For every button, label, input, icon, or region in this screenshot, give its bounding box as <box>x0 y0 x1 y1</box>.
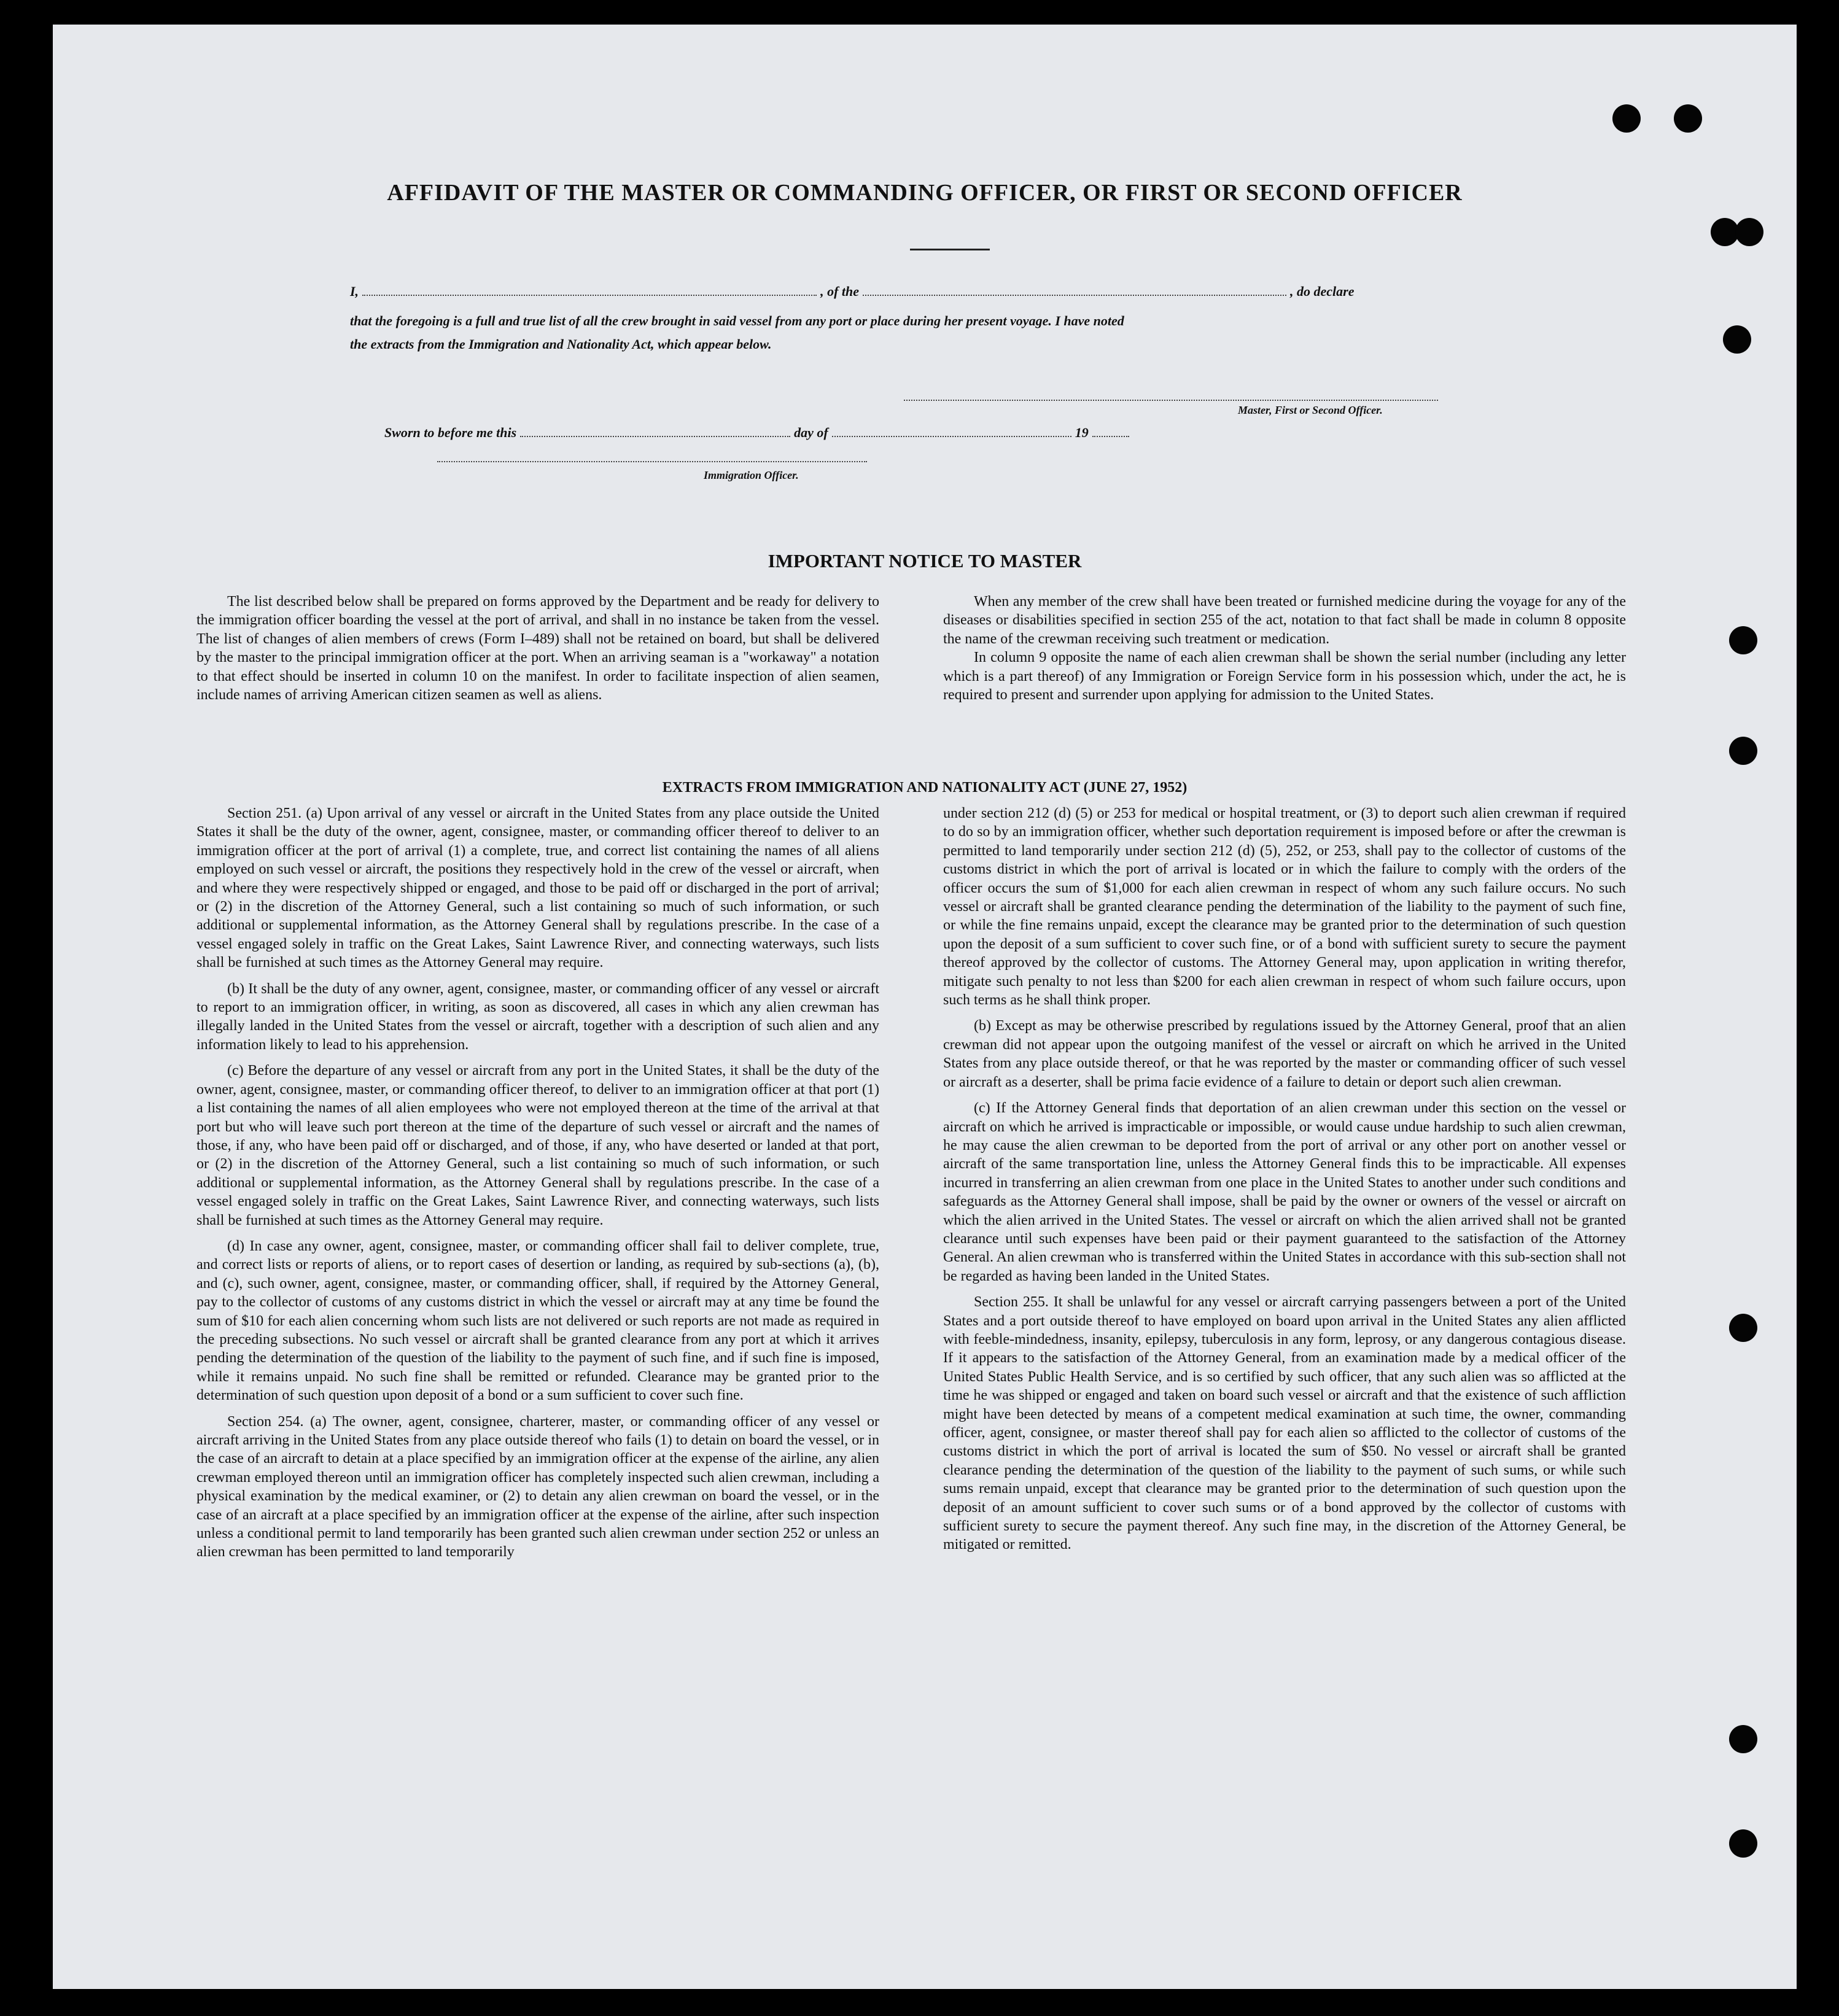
notice-left-column <box>196 592 879 711</box>
notice-right-paragraph-1: When any member of the crew shall have been treated or furnished medicine during the voyage for any of the diseases or disabilities specified in section 255 of the act, notation to that fact shall be made in column 8 opposite the name of the crewman receiving such treatment or medication. <box>943 594 1626 647</box>
immigration-officer-signature-line[interactable] <box>434 454 871 465</box>
day-of-label: day of <box>794 425 828 440</box>
do-declare-label: , do declare <box>1290 284 1355 299</box>
sworn-day-field[interactable] <box>520 435 790 437</box>
section-255: Section 255. It shall be unlawful for any vessel or aircraft carrying passengers between a port of the United States and a port outside thereof to have employed on board upon arrival in the United States any alien afflicted with feeble-mindedness, insanity, epilepsy, tuberculosis in any form, leprosy, or any dangerous contagious disease. If it appears to the satisfaction of the Attorney General, from an examination made by a medical officer of the United States Public Health Service, and is so certified by such officer, that any such alien was so afflicted at the time he was shipped or engaged and taken on board such vessel or aircraft and that the existence of such affliction might have been detected by means of a competent medical examination at such time, the owner, commanding officer, agent, consignee, or master thereof shall pay for each alien so afflicted to the collector of customs of the customs district in which the port of arrival is located the sum of $50. No vessel or aircraft shall be granted clearance pending the determination of the question of the liability to the payment of such sums, or while such sums remain unpaid, except that clearance may be granted prior to the determination of such question upon the deposit of an amount sufficient to cover such sums or of a bond approved by the collector of customs with sufficient surety to secure the payment thereof. Any such fine may, in the discretion of the Attorney General, be mitigated or remitted. <box>943 1294 1626 1553</box>
notice-right-paragraph-2: In column 9 opposite the name of each alien crewman shall be shown the serial number (including any letter which is a part thereof) of any Immigration or Foreign Service form in his possession which, under the act, he is required to present and surrender upon applying for admission to the United States. <box>943 649 1626 704</box>
extracts-title: EXTRACTS FROM IMMIGRATION AND NATIONALITY ACT (JUNE 27, 1952) <box>662 780 1188 796</box>
extracts-left-column <box>196 804 879 1569</box>
sworn-label: Sworn to before me this <box>384 425 517 440</box>
section-254a-continued: under section 212 (d) (5) or 253 for medical or hospital treatment, or (3) to deport such alien crewman if required to do so by an immigration officer, whether such deportation requirement is imposed before or after the crewman is permitted to land temporarily under section 212 (d) (5), 252, or 253, shall pay to the collector of customs of the customs district in which the port of arrival is located or in which the failure to comply with the orders of the officer occurs the sum of $1,000 for each alien crewman in respect of whom any such failure occurs. No such vessel or aircraft shall be granted clearance pending the determination of the liability to the payment of such fine, or while the fine remains unpaid, except the clearance may be granted prior to the determination of such question upon the deposit of a sum sufficient to cover such fine, or of a bond with sufficient surety to secure the payment thereof approved by the collector of customs. The Attorney General may, upon application in writing therefor, mitigate such penalty to not less than $200 for each alien crewman in respect of whom such failure occurs, upon such terms as he shall think proper. <box>943 805 1626 1009</box>
notice-left-paragraph: The list described below shall be prepared on forms approved by the Department and be ready for delivery to the immigration officer boarding the vessel at the port of arrival, and shall in no instance be taken from the vessel. The list of changes of alien members of crews (Form I–489) shall not be retained on board, but shall be delivered by the master to the principal immigration officer at the port. When an arriving seaman is a "workaway" a notation to that effect should be inserted in column 10 on the manifest. In order to facilitate inspection of alien seamen, include names of arriving American citizen seamen as well as aliens. <box>196 594 879 704</box>
declaration-text-1: that the foregoing is a full and true list of all the crew brought in said vessel from any port or place during her present voyage. I have noted <box>350 313 1124 328</box>
name-field[interactable] <box>362 294 817 296</box>
section-251d: (d) In case any owner, agent, consignee, master, or commanding officer shall fail to deliver complete, true, and correct lists or reports of aliens, or to report cases of desertion or landing, as required by sub-sections (a), (b), and (c), such owner, agent, consignee, master, or commanding officer, shall, if required by the Attorney General, pay to the collector of customs of any customs district in which the vessel or aircraft may at any time be found the sum of $10 for each alien concerning whom such lists are not delivered or such reports are not made as required in the preceding subsections. No such vessel or aircraft shall be granted clearance from any port at which it arrives pending the determination of the question of the liability to the payment of such fine, and if such fine is imposed, while it remains unpaid. No such fine shall be remitted or refunded. Clearance may be granted prior to the determination of such question upon deposit of a bond or a sum sufficient to cover such fine. <box>196 1238 879 1404</box>
section-254c: (c) If the Attorney General finds that deportation of an alien crewman under this section on the vessel or aircraft on which he arrived is impracticable or impossible, or would cause undue hardship to such alien crewman, he may cause the alien crewman to be deported from the port of arrival or any other port on another vessel or aircraft of the same transportation line, unless the Attorney General finds this to be impracticable. All expenses incurred in transferring an alien crewman from one place in the United States to another under such conditions and safeguards as the Attorney General shall impose, shall be paid by the owner or owners of the vessel or aircraft on which the alien arrived in the United States. The vessel or aircraft on which the alien arrived shall not be granted clearance until such expenses have been paid or their payment guaranteed to the satisfaction of the Attorney General. An alien crewman who is transferred within the United States in accordance with this sub-section shall not be regarded as having been landed in the United States. <box>943 1100 1626 1284</box>
section-254b: (b) Except as may be otherwise prescribed by regulations issued by the Attorney General, proof that an alien crewman did not appear upon the outgoing manifest of the vessel or aircraft on which he arrived in the United States from any place outside thereof, or that he was reported by the master or commanding officer of such vessel or aircraft as a deserter, shall be prima facie evidence of a failure to detain or deport such alien crewman. <box>943 1018 1626 1090</box>
vessel-field[interactable] <box>863 294 1286 296</box>
declaration-line <box>350 284 1354 300</box>
section-251b: (b) It shall be the duty of any owner, agent, consignee, master, or commanding officer of any vessel or aircraft to report to an immigration officer, in writing, as soon as discovered, all cases in which any alien crewman has illegally landed in the United States from the vessel or aircraft, together with a description of such alien and any information likely to lead to his apprehension. <box>196 980 879 1053</box>
immigration-officer-label: Immigration Officer. <box>704 469 799 481</box>
declaration-text-2: the extracts from the Immigration and Nationality Act, which appear below. <box>350 336 772 352</box>
extracts-right-column <box>943 804 1626 1562</box>
master-signature-line[interactable] <box>900 393 1442 404</box>
year-label: 19 <box>1075 425 1089 440</box>
section-251c: (c) Before the departure of any vessel or aircraft from any port in the United States, it shall be the duty of the owner, agent, consignee, master, or commanding officer thereof, to deliver to an immigration officer at that port (1) a list containing the names of all alien employees who were not employed thereon at the time of the arrival at that port but who will leave such port thereon at the time of the departure of such vessel or aircraft and the names of those, if any, who have been paid off or discharged, and of those, if any, who have deserted or landed at that port, or (2) in the discretion of the Attorney General, such a list containing so much of such information, or such additional or supplemental information, as the Attorney General shall by regulations prescribe. In the case of a vessel engaged solely in traffic on the Great Lakes, Saint Lawrence River, and connecting waterways, such lists shall be furnished at such times as the Attorney General may require. <box>196 1063 879 1228</box>
sworn-month-field[interactable] <box>832 435 1071 437</box>
title-divider <box>910 249 990 250</box>
notice-title: IMPORTANT NOTICE TO MASTER <box>768 550 1082 572</box>
i-label: I, <box>350 284 359 299</box>
notice-right-column <box>943 592 1626 711</box>
document-page <box>53 25 1797 1989</box>
affidavit-title: AFFIDAVIT OF THE MASTER OR COMMANDING OFFICER, OR FIRST OR SECOND OFFICER <box>387 180 1463 206</box>
of-the-label: , of the <box>820 284 860 299</box>
sworn-line <box>384 425 1133 441</box>
sworn-year-field[interactable] <box>1092 435 1129 437</box>
master-signature-label: Master, First or Second Officer. <box>1238 404 1383 416</box>
section-251a: Section 251. (a) Upon arrival of any vessel or aircraft in the United States from any place outside the United States it shall be the duty of the owner, agent, consignee, master, or commanding officer thereof to deliver to an immigration officer at the port of arrival (1) a complete, true, and correct list containing the names of all aliens employed on such vessel or aircraft, the positions they respectively hold in the crew of the vessel or aircraft, when and where they were respectively shipped or engaged, and those to be paid off or discharged in the port of arrival; or (2) in the discretion of the Attorney General, such a list containing so much of such information, or such additional or supplemental information, as the Attorney General shall by regulations prescribe. In the case of a vessel engaged solely in traffic on the Great Lakes, Saint Lawrence River, and connecting waterways, such lists shall be furnished at such times as the Attorney General may require. <box>196 805 879 971</box>
section-254a: Section 254. (a) The owner, agent, consignee, charterer, master, or commanding officer of any vessel or aircraft arriving in the United States from any place outside thereof who fails (1) to detain on board the vessel, or in the case of an aircraft to detain at a place specified by an immigration officer at the expense of the airline, any alien crewman employed thereon until an immigration officer has completely inspected such alien crewman, including a physical examination by the medical examiner, or (2) to detain any alien crewman on board the vessel, or in the case of an aircraft at a place specified by an immigration officer at the expense of the airline, after such inspection unless a conditional permit to land temporarily has been granted such alien crewman under section 252 or unless an alien crewman has been permitted to land temporarily <box>196 1413 879 1560</box>
